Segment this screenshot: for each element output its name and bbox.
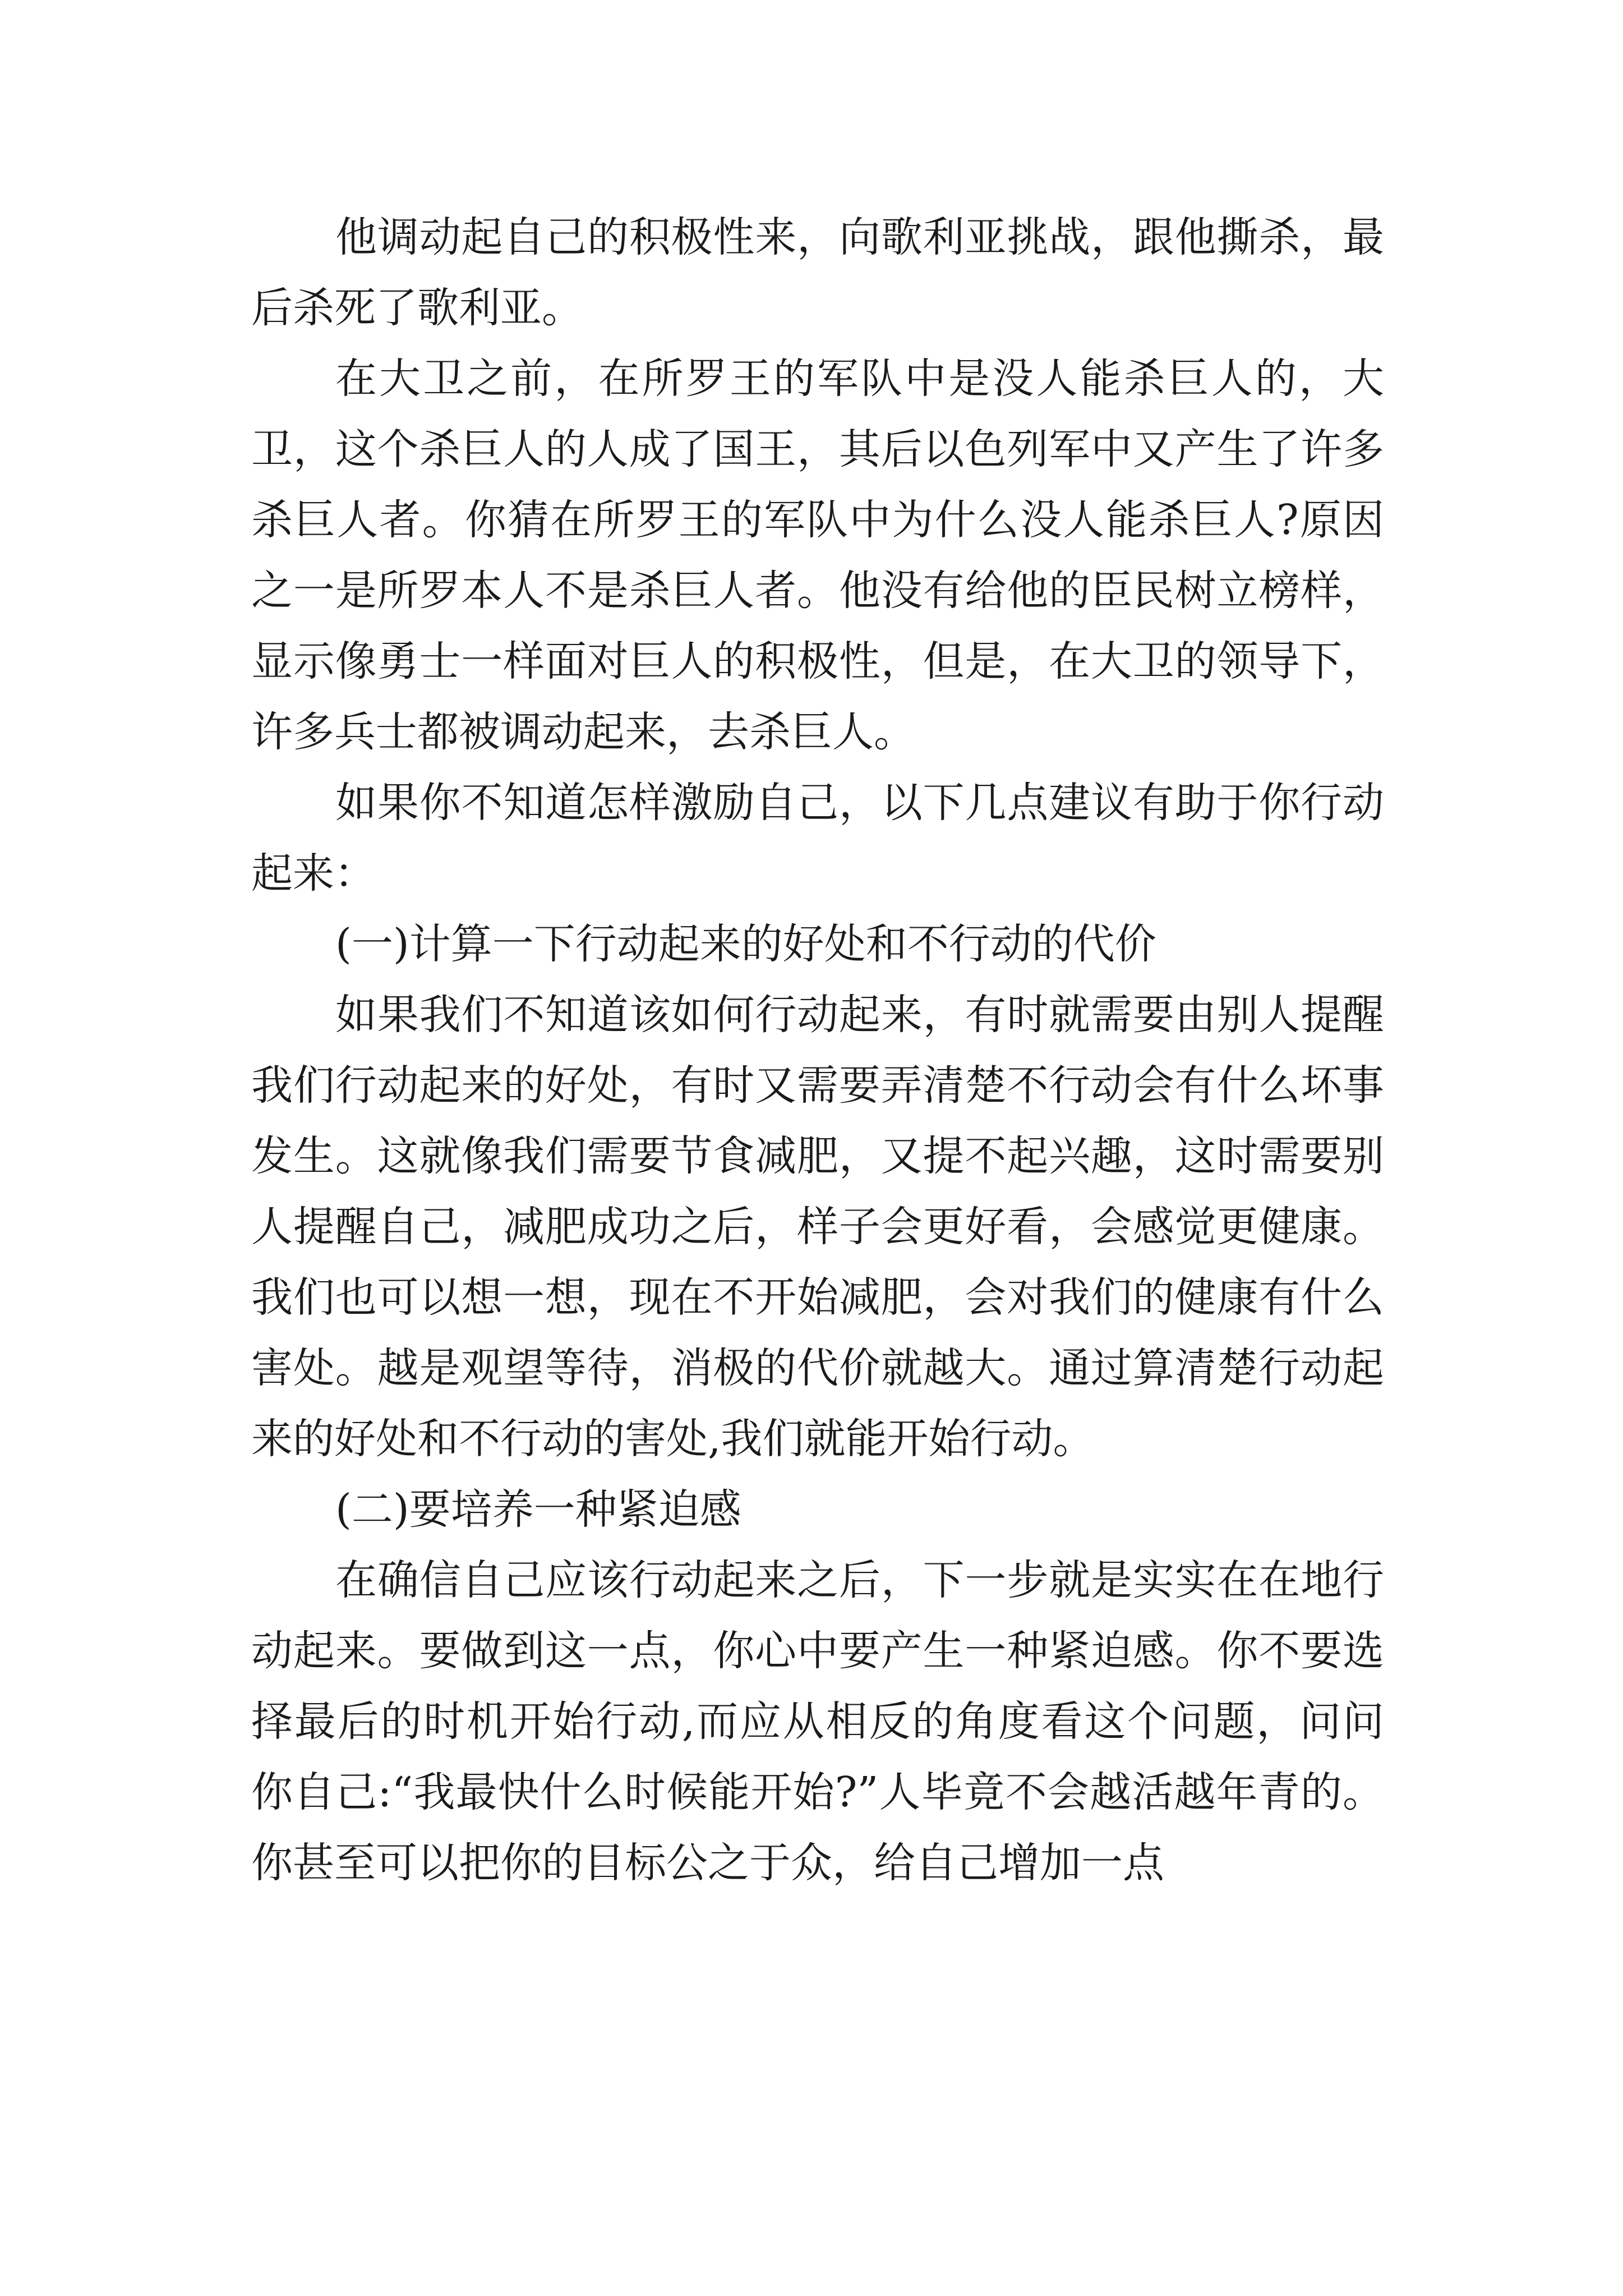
section-heading: (一)计算一下行动起来的好处和不行动的代价 <box>335 920 1156 968</box>
paragraph: 他调动起自己的积极性来，向歌利亚挑战，跟他撕杀，最后杀死了歌利亚。 <box>251 213 1384 332</box>
document-page <box>251 202 1384 1898</box>
paragraph: 如果你不知道怎样激励自己，以下几点建议有助于你行动起来： <box>251 779 1384 898</box>
section-heading: (二)要培养一种紧迫感 <box>335 1485 741 1534</box>
paragraph: 如果我们不知道该如何行动起来，有时就需要由别人提醒我们行动起来的好处，有时又需要弄清楚不行动会有什么坏事发生。这就像我们需要节食减肥，又提不起兴趣，这时需要别人提醒自己，减肥成功之后，样子会更好看，会感觉更健康。我们也可以想一想，现在不开始减肥，会对我们的健康有什么害处。越是观望等待，消极的代价就越大。通过算清楚行动起来的好处和不行动的害处,我们就能开始行动。 <box>251 991 1384 1463</box>
paragraph: 在确信自己应该行动起来之后，下一步就是实实在在地行动起来。要做到这一点，你心中要产生一种紧迫感。你不要选择最后的时机开始行动,而应从相反的角度看这个问题，问问你自己:“我最快什么时候能开始?”人毕竟不会越活越年青的。你甚至可以把你的目标公之于众，给自己增加一点 <box>251 1556 1384 1887</box>
paragraph: 在大卫之前，在所罗王的军队中是没人能杀巨人的，大卫，这个杀巨人的人成了国王，其后以色列军中又产生了许多杀巨人者。你猜在所罗王的军队中为什么没人能杀巨人?原因之一是所罗本人不是杀巨人者。他没有给他的臣民树立榜样，显示像勇士一样面对巨人的积极性，但是，在大卫的领导下，许多兵士都被调动起来，去杀巨人。 <box>251 355 1384 756</box>
